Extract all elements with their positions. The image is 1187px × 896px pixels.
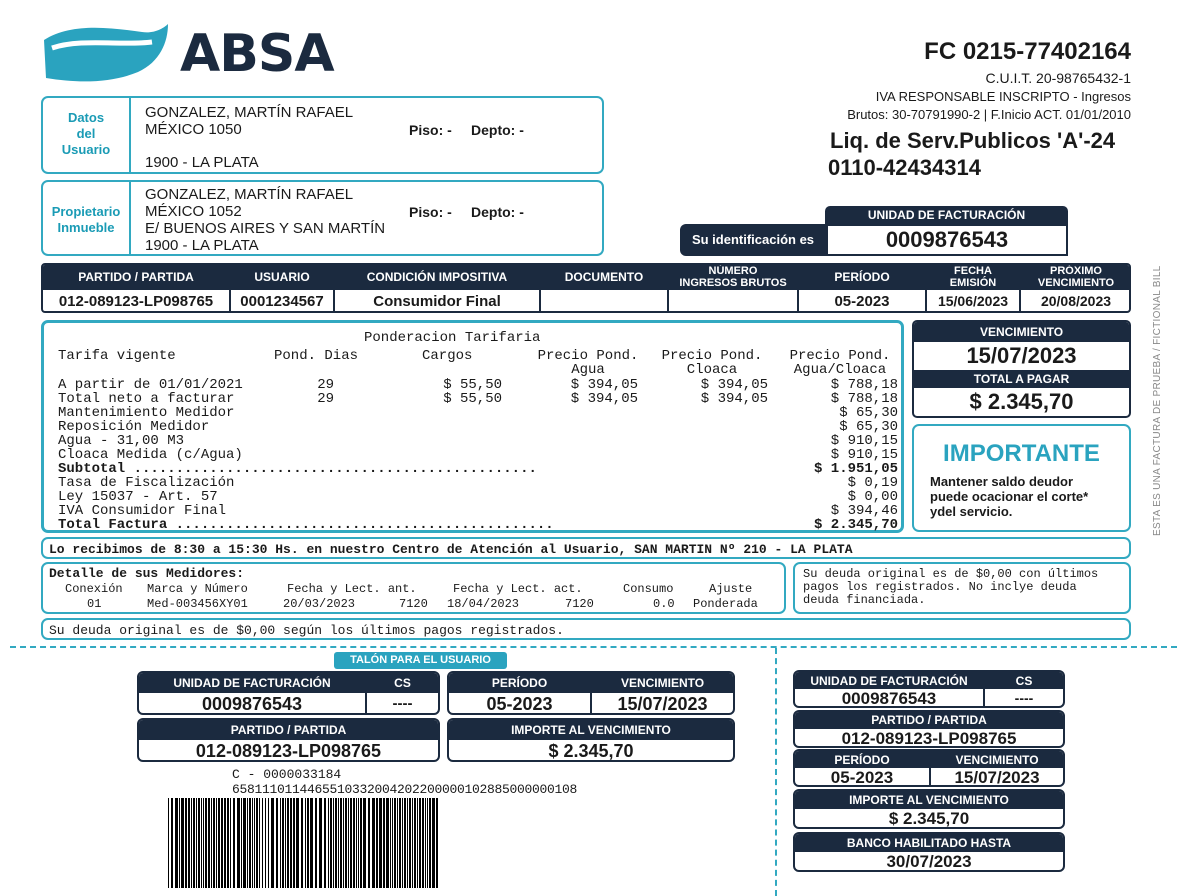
logo-wave-icon xyxy=(42,22,170,86)
meters-box xyxy=(41,562,786,614)
barcode-bar xyxy=(376,798,378,888)
barcode-bar xyxy=(205,798,207,888)
detail-title: Ponderacion Tarifaria xyxy=(364,330,541,346)
cut-line-vertical xyxy=(775,648,777,896)
meters-title: Detalle de sus Medidores: xyxy=(49,566,245,581)
td-condicion: Consumidor Final xyxy=(373,293,501,310)
brutos: Brutos: 30-70791990-2 | F.Inicio ACT. 01/01/2010 xyxy=(847,107,1131,122)
barcode-bar xyxy=(407,798,408,888)
talon-periodo-header: PERÍODO xyxy=(491,676,548,690)
barcode-bar xyxy=(335,798,337,888)
barcode-bar xyxy=(301,798,303,888)
iva-condition: IVA RESPONSABLE INSCRIPTO - Ingresos xyxy=(875,89,1131,104)
barcode-bar xyxy=(340,798,342,888)
barcode-bar xyxy=(436,798,438,888)
barcode-bar xyxy=(394,798,396,888)
due-header: VENCIMIENTO xyxy=(914,322,1129,342)
user-name: GONZALEZ, MARTÍN RAFAEL xyxy=(145,104,354,121)
barcode-bar xyxy=(307,798,309,888)
important-title: IMPORTANTE xyxy=(943,440,1100,467)
barcode-bar xyxy=(181,798,184,888)
barcode-bar xyxy=(249,798,251,888)
stub-unidad: 0009876543 xyxy=(841,689,937,708)
barcode-bar xyxy=(230,798,231,888)
barcode-bar xyxy=(241,798,242,888)
user-depto: Depto: - xyxy=(471,122,524,138)
detail-line xyxy=(58,475,898,491)
debt-box: Su deuda original es de $0,00 con últimos pagos los registrados. No inclye deuda deuda financiada. xyxy=(793,562,1131,614)
detail-line-label: Reposición Medidor xyxy=(58,419,210,435)
talon-venc: 15/07/2023 xyxy=(617,694,708,714)
barcode-bar xyxy=(233,798,235,888)
user-city: 1900 - LA PLATA xyxy=(145,154,259,171)
stub-periodo: 05-2023 xyxy=(830,768,894,787)
barcode-bar xyxy=(191,798,192,888)
stub-venc-header: VENCIMIENTO xyxy=(955,753,1039,767)
detail-line xyxy=(58,503,898,519)
detail-line-label: Subtotal ................................................ xyxy=(58,461,537,477)
stub-partido-box xyxy=(793,710,1065,748)
detail-line-total: $ 65,30 xyxy=(839,419,898,435)
barcode-bar xyxy=(196,798,197,888)
detail-line-label: Ley 15037 - Art. 57 xyxy=(58,489,218,505)
meters-consumo: 0.0 xyxy=(653,597,675,611)
stub-partido: 012-089123-LP098765 xyxy=(841,729,1017,748)
talon-periodo: 05-2023 xyxy=(486,694,553,714)
barcode-bar xyxy=(379,798,382,888)
owner-city: 1900 - LA PLATA xyxy=(145,237,259,254)
barcode-bar xyxy=(168,798,169,888)
talon-unidad-header: UNIDAD DE FACTURACIÓN xyxy=(173,676,331,690)
debt-line: Su deuda original es de $0,00 según los últimos pagos registrados. xyxy=(41,618,1131,640)
barcode-bar xyxy=(218,798,220,888)
barcode-bar xyxy=(383,798,385,888)
barcode-bar xyxy=(185,798,187,888)
barcode-bar xyxy=(432,798,435,888)
detail-line-label: IVA Consumidor Final xyxy=(58,503,227,519)
detail-line-cloaca: $ 394,05 xyxy=(700,377,768,393)
barcode-bar xyxy=(227,798,229,888)
barcode-bar xyxy=(293,798,295,888)
barcode-bar xyxy=(254,798,255,888)
detail-line-total: $ 788,18 xyxy=(830,391,898,407)
stub-banco: 30/07/2023 xyxy=(886,852,972,871)
barcode xyxy=(168,798,688,888)
barcode-bar xyxy=(259,798,260,888)
total-amount: $ 2.345,70 xyxy=(969,389,1074,414)
side-note: ESTA ES UNA FACTURA DE PRUEBA / FICTIONAL BILL xyxy=(1152,265,1163,536)
barcode-bar xyxy=(198,798,200,888)
detail-line-total: $ 65,30 xyxy=(839,405,898,421)
barcode-bar xyxy=(208,798,210,888)
barcode-bar xyxy=(276,798,278,888)
col-agua: Precio Pond. Agua xyxy=(537,348,639,378)
barcode-bar xyxy=(305,798,306,888)
detail-line-agua: $ 394,05 xyxy=(570,377,638,393)
barcode-bar xyxy=(296,798,299,888)
col-cloaca: Precio Pond. Cloaca xyxy=(661,348,763,378)
info-table xyxy=(41,263,1131,313)
detail-line-cargos: $ 55,50 xyxy=(443,391,502,407)
detail-line-total: $ 788,18 xyxy=(830,377,898,393)
stub-periodo-box xyxy=(793,749,1065,787)
owner-data-title: Propietario Inmueble xyxy=(51,204,121,235)
barcode-bar xyxy=(390,798,391,888)
barcode-bar xyxy=(425,798,426,888)
barcode-bar xyxy=(333,798,334,888)
th-ingresos: NÚMERO INGRESOS BRUTOS xyxy=(679,265,787,289)
barcode-bar xyxy=(392,798,393,888)
meters-ant-lect: 7120 xyxy=(399,597,428,611)
barcode-bar xyxy=(386,798,389,888)
meters-h-ant: Fecha y Lect. ant. xyxy=(287,582,417,596)
barcode-bar xyxy=(399,798,401,888)
detail-line-label: Mantenimiento Medidor xyxy=(58,405,235,421)
detail-line-total: $ 1.951,05 xyxy=(813,461,898,477)
th-partido: PARTIDO / PARTIDA xyxy=(78,270,194,284)
barcode-bar xyxy=(427,798,428,888)
billing-unit-label: Su identificación es xyxy=(680,224,826,256)
meters-ant-fecha: 20/03/2023 xyxy=(283,597,356,611)
barcode-code2: 658111011446551033200420220000010288500000010​8 xyxy=(232,782,578,797)
barcode-bar xyxy=(363,798,366,888)
barcode-bar xyxy=(287,798,289,888)
liq-title: Liq. de Serv.Publicos 'A'-24 xyxy=(830,128,1116,153)
user-data-title: Datos del Usuario xyxy=(61,110,111,157)
talon-importe: $ 2.345,70 xyxy=(548,741,634,761)
stub-importe-box xyxy=(793,789,1065,829)
invoice-number: FC 0215-77402164 xyxy=(924,38,1131,65)
billing-unit-header: UNIDAD DE FACTURACIÓN xyxy=(825,206,1068,224)
barcode-bar xyxy=(256,798,258,888)
detail-line-cloaca: $ 394,05 xyxy=(700,391,768,407)
owner-depto: Depto: - xyxy=(471,204,524,220)
th-condicion: CONDICIÓN IMPOSITIVA xyxy=(366,270,508,284)
due-box xyxy=(912,320,1131,418)
stub-cs-header: CS xyxy=(1015,674,1033,688)
td-emision: 15/06/2023 xyxy=(937,293,1009,309)
user-data-box xyxy=(41,96,604,174)
barcode-bar xyxy=(414,798,416,888)
th-usuario: USUARIO xyxy=(254,270,310,284)
barcode-bar xyxy=(350,798,352,888)
talon-importe-box xyxy=(447,718,735,762)
barcode-bar xyxy=(290,798,292,888)
td-usuario: 0001234567 xyxy=(240,293,324,310)
th-documento: DOCUMENTO xyxy=(564,270,644,284)
owner-name: GONZALEZ, MARTÍN RAFAEL xyxy=(145,186,354,203)
liq-number: 0110-42434314 xyxy=(828,155,981,180)
detail-line-agua: $ 394,05 xyxy=(570,391,638,407)
cuit: C.U.I.T. 20-98765432-1 xyxy=(985,70,1131,86)
stub-unidad-box xyxy=(793,670,1065,708)
barcode-bar xyxy=(417,798,418,888)
billing-unit-value: 0009876543 xyxy=(826,224,1068,256)
detail-line-label: Agua - 31,00 M3 xyxy=(58,433,185,449)
barcode-bar xyxy=(315,798,317,888)
detail-line xyxy=(58,433,898,449)
detail-line xyxy=(58,447,898,463)
barcode-bar xyxy=(252,798,253,888)
barcode-bar xyxy=(419,798,421,888)
meters-h-marca: Marca y Número xyxy=(147,582,248,596)
stub-unidad-header: UNIDAD DE FACTURACIÓN xyxy=(810,674,968,688)
talon-cs: ---- xyxy=(392,695,413,712)
barcode-bar xyxy=(397,798,398,888)
detail-line-total: $ 394,46 xyxy=(830,503,898,519)
detail-line xyxy=(58,517,898,533)
barcode-bar xyxy=(360,798,362,888)
barcode-bar xyxy=(211,798,212,888)
barcode-bar xyxy=(175,798,178,888)
important-box xyxy=(912,424,1131,532)
talon-venc-header: VENCIMIENTO xyxy=(620,676,705,690)
talon-cs-header: CS xyxy=(394,676,411,690)
barcode-bar xyxy=(179,798,180,888)
owner-between: E/ BUENOS AIRES Y SAN MARTÍN xyxy=(145,220,386,237)
talon-partido: 012-089123-LP098765 xyxy=(195,741,382,761)
meters-h-ajuste: Ajuste xyxy=(709,582,753,596)
important-text: Mantener saldo deudor puede ocacionar el corte* ydel servicio. xyxy=(930,474,1089,519)
col-dias: Pond. Dias xyxy=(274,348,359,364)
detail-line-label: Total Factura ............................................. xyxy=(58,517,554,533)
td-proximo: 20/08/2023 xyxy=(1040,293,1112,309)
detail-line-cargos: $ 55,50 xyxy=(443,377,502,393)
meters-h-act: Fecha y Lect. act. xyxy=(453,582,583,596)
barcode-bar xyxy=(358,798,359,888)
stub-partido-header: PARTIDO / PARTIDA xyxy=(795,712,1063,729)
barcode-bar xyxy=(203,798,204,888)
stub-importe: $ 2.345,70 xyxy=(888,809,970,828)
detail-line-total: $ 910,15 xyxy=(830,447,898,463)
barcode-bar xyxy=(280,798,281,888)
th-emision: FECHA EMISIÓN xyxy=(949,265,997,289)
owner-piso: Piso: - xyxy=(409,204,452,220)
attention-hours: Lo recibimos de 8:30 a 15:30 Hs. en nuestro Centro de Atención al Usuario, SAN MARTIN Nº 210 - LA PLATA xyxy=(41,537,1131,559)
talon-unidad: 0009876543 xyxy=(201,694,303,714)
detail-line-total: $ 2.345,70 xyxy=(813,517,898,533)
meters-ajuste: Ponderada xyxy=(693,597,758,611)
barcode-bar xyxy=(285,798,286,888)
barcode-bar xyxy=(404,798,406,888)
barcode-bar xyxy=(268,798,269,888)
barcode-bar xyxy=(356,798,357,888)
detail-line xyxy=(58,391,898,407)
td-periodo: 05-2023 xyxy=(834,293,890,310)
barcode-bar xyxy=(221,798,223,888)
barcode-bar xyxy=(402,798,403,888)
detail-line-total: $ 0,19 xyxy=(847,475,898,491)
stub-venc: 15/07/2023 xyxy=(954,768,1040,787)
barcode-code1: C - 0000033184 xyxy=(232,767,342,782)
barcode-bar xyxy=(224,798,226,888)
barcode-bar xyxy=(265,798,266,888)
meters-act-lect: 7120 xyxy=(565,597,594,611)
barcode-bar xyxy=(262,798,263,888)
barcode-bar xyxy=(310,798,313,888)
barcode-bar xyxy=(343,798,344,888)
barcode-bar xyxy=(338,798,339,888)
logo xyxy=(42,22,342,86)
detail-line xyxy=(58,405,898,421)
barcode-bar xyxy=(353,798,355,888)
user-street: MÉXICO 1050 xyxy=(145,121,242,138)
barcode-bar xyxy=(243,798,246,888)
detail-line-total: $ 910,15 xyxy=(830,433,898,449)
barcode-bar xyxy=(345,798,347,888)
barcode-bar xyxy=(237,798,240,888)
talon-unidad-box xyxy=(137,671,440,715)
barcode-bar xyxy=(171,798,173,888)
barcode-bar xyxy=(282,798,284,888)
barcode-bar xyxy=(412,798,413,888)
detail-line xyxy=(58,377,898,393)
barcode-bar xyxy=(319,798,322,888)
talon-importe-header: IMPORTE AL VENCIMIENTO xyxy=(449,720,733,740)
barcode-bar xyxy=(247,798,248,888)
barcode-bar xyxy=(409,798,411,888)
barcode-bar xyxy=(328,798,329,888)
stub-banco-box xyxy=(793,832,1065,872)
detail-line xyxy=(58,489,898,505)
barcode-bar xyxy=(429,798,431,888)
detail-line xyxy=(58,461,898,477)
stub-importe-header: IMPORTE AL VENCIMIENTO xyxy=(795,791,1063,809)
meters-conexion: 01 xyxy=(87,597,102,611)
barcode-bar xyxy=(188,798,190,888)
due-date: 15/07/2023 xyxy=(966,343,1077,368)
meters-h-conexion: Conexión xyxy=(65,582,123,596)
barcode-bar xyxy=(201,798,202,888)
logo-text: ABSA xyxy=(180,24,334,84)
talon-partido-header: PARTIDO / PARTIDA xyxy=(139,720,438,740)
col-tarifa: Tarifa vigente xyxy=(58,348,176,364)
total-header: TOTAL A PAGAR xyxy=(914,370,1129,388)
col-cargos: Cargos xyxy=(422,348,473,364)
barcode-bar xyxy=(271,798,274,888)
barcode-bar xyxy=(330,798,332,888)
stub-banco-header: BANCO HABILITADO HASTA xyxy=(795,834,1063,852)
barcode-bar xyxy=(422,798,424,888)
meters-marca: Med-003456XY01 xyxy=(147,597,248,611)
col-total: Precio Pond. Agua/Cloaca xyxy=(789,348,891,378)
td-partido: 012-089123-LP098765 xyxy=(58,293,214,310)
charges-detail xyxy=(41,320,904,533)
stub-periodo-header: PERÍODO xyxy=(834,753,890,767)
th-periodo: PERÍODO xyxy=(834,270,890,284)
owner-data-box xyxy=(41,180,604,256)
barcode-bar xyxy=(368,798,370,888)
detail-line-dias: 29 xyxy=(317,377,334,393)
detail-line-label: Total neto a facturar xyxy=(58,391,235,407)
user-piso: Piso: - xyxy=(409,122,452,138)
meters-act-fecha: 18/04/2023 xyxy=(447,597,520,611)
cut-line xyxy=(10,646,1177,648)
barcode-bar xyxy=(193,798,195,888)
detail-line xyxy=(58,419,898,435)
detail-line-label: Tasa de Fiscalización xyxy=(58,475,235,491)
talon-title: TALÓN PARA EL USUARIO xyxy=(334,652,507,669)
owner-street: MÉXICO 1052 xyxy=(145,203,242,220)
detail-line-dias: 29 xyxy=(317,391,334,407)
detail-line-label: A partir de 01/01/2021 xyxy=(58,377,243,393)
barcode-bar xyxy=(324,798,326,888)
barcode-bar xyxy=(213,798,215,888)
meters-h-consumo: Consumo xyxy=(623,582,674,596)
talon-partido-box xyxy=(137,718,440,762)
barcode-bar xyxy=(372,798,375,888)
talon-periodo-box xyxy=(447,671,735,715)
barcode-bar xyxy=(216,798,217,888)
th-proximo: PRÓXIMO VENCIMIENTO xyxy=(1037,265,1115,289)
detail-line-label: Cloaca Medida (c/Agua) xyxy=(58,447,243,463)
detail-line-total: $ 0,00 xyxy=(847,489,898,505)
barcode-bar xyxy=(348,798,349,888)
stub-cs: ---- xyxy=(1014,690,1034,706)
